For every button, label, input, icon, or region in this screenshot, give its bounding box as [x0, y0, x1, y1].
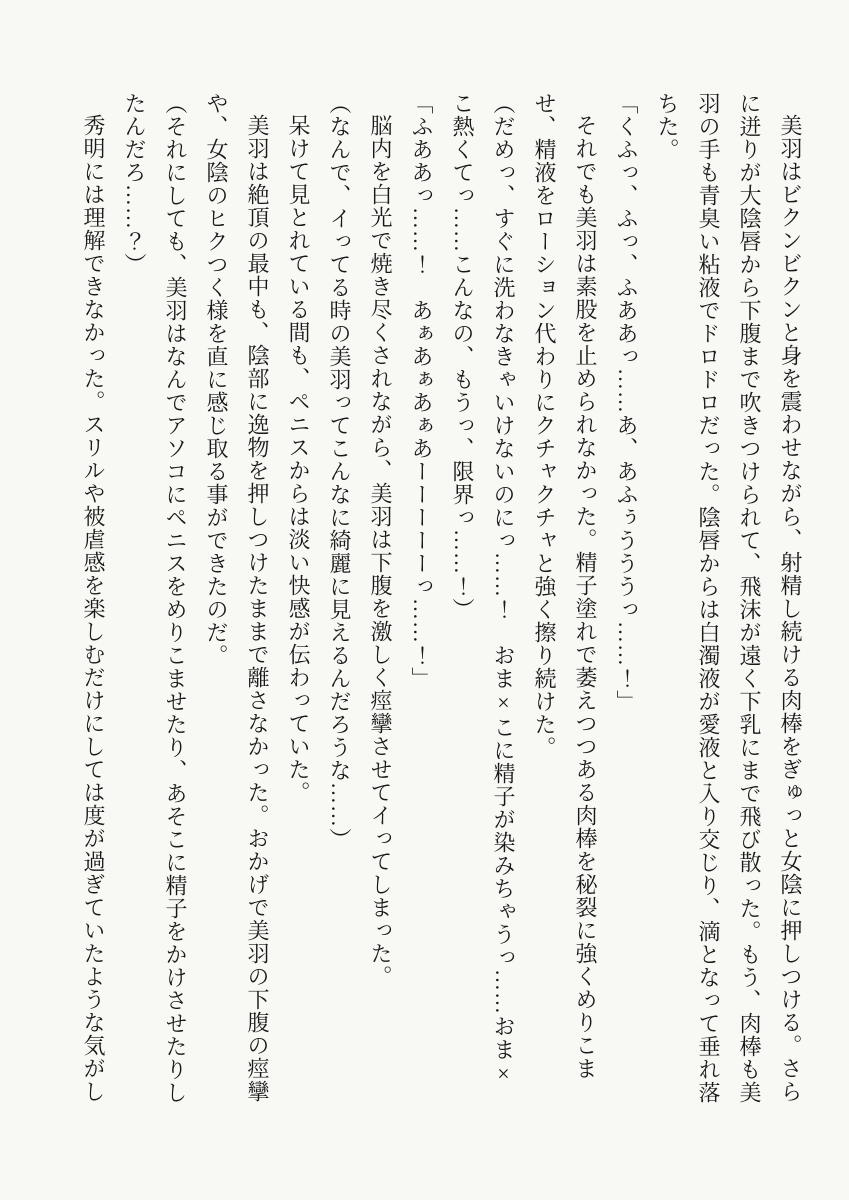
paragraph-inner-monologue-1: （だめっ、すぐに洗わなきゃいけないのにっ……！ おま×こに精子が染みちゃうっ……おま×こ熱くてっ……こんなの、もうっ、限界っ……！）: [450, 92, 516, 1087]
paragraph-narration-3: 脳内を白光で焼き尽くされながら、美羽は下腹を激しく痙攣させてイってしまった。: [368, 114, 393, 988]
paragraph-narration-2: それでも美羽は素股を止められなかった。精子塗れで萎えつつある肉棒を秘裂に強くめりこませ、精液をローション代わりにクチャクチャと強く擦り続けた。: [532, 92, 598, 1080]
paragraph-narration-5: 美羽は絶頂の最中も、陰部に逸物を押しつけたままで離さなかった。おかげで美羽の下腹の痙攣や、女陰のヒクつく様を直に感じ取る事ができたのだ。: [204, 92, 270, 1103]
paragraph-dialogue-2: 「ふああっ……！ あぁあぁあぁあーーーーーっ……！」: [409, 92, 434, 690]
paragraph-inner-monologue-3: （それにしても、美羽はなんでアソコにペニスをめりこませたり、あそこに精子をかけさせたりしたんだろ……？）: [122, 92, 188, 1104]
paragraph-dialogue-1: 「くふっ、ふっ、ふああっ……あ、あふぅうううっ……！」: [614, 92, 639, 713]
paragraph-narration-6: 秀明には理解できなかった。スリルや被虐感を楽しむだけにしては度が過ぎていたような気がし: [81, 114, 106, 1103]
paragraph-inner-monologue-2: （なんで、イってる時の美羽ってこんなに綺麗に見えるんだろうな……）: [327, 92, 352, 851]
paragraph-narration-1: 美羽はビクンビクンと身を震わせながら、射精し続ける肉棒をぎゅっと女陰に押しつける。さらに迸りが大陰唇から下腹まで吹きつけられて、飛沫が遠く下乳にまで飛び散った。もう、肉棒も美羽の手も青臭い粘液でドロドロだった。陰唇からは白濁液が愛液と入り交じり、滴となって垂れ落ちた。: [655, 92, 803, 1104]
vertical-text-block: [73, 92, 811, 1108]
paragraph-narration-4: 呆けて見とれている間も、ペニスからは淡い快感が伝わっていた。: [286, 114, 311, 804]
